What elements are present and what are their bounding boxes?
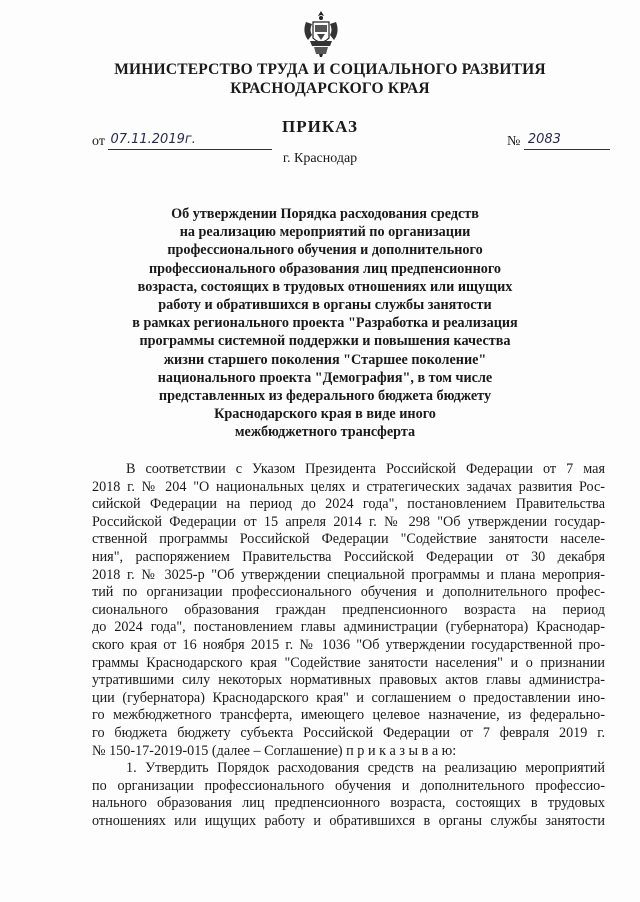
subject-line: национального проекта "Демография", в том числе bbox=[157, 369, 493, 386]
body-line: ственной программы Российской Федерации "Содействие занятости населе- bbox=[92, 531, 605, 548]
order-body bbox=[92, 461, 605, 830]
body-line: № 150-17-2019-015 (далее – Соглашение) п р и к а з ы в а ю: bbox=[92, 742, 457, 759]
body-line: тий по организации профессионального обучения и дополнительного профес- bbox=[92, 584, 605, 601]
subject-line: на реализацию мероприятий по организации bbox=[179, 224, 471, 241]
body-line: го бюджета бюджету субъекта Российской Федерации от 7 февраля 2019 г. bbox=[92, 724, 605, 741]
body-line: 2018 г. № 204 "О национальных целях и стратегических задачах развития Рос- bbox=[92, 478, 605, 495]
body-line: сийской Федерации на период до 2024 года", постановлением Правительства bbox=[92, 496, 605, 513]
body-line: сионального образования граждан предпенсионного возраста на период bbox=[92, 601, 605, 618]
body-line: до 2024 года", постановлением главы администрации (губернатора) Краснодар- bbox=[92, 619, 605, 636]
subject-line: жизни старшего поколения "Старшее поколение" bbox=[163, 351, 487, 368]
subject-line: Краснодарского края в виде иного bbox=[214, 406, 436, 423]
subject-line: профессионального обучения и дополнительного bbox=[167, 242, 483, 259]
subject-line: представленных из федерального бюджета бюджету bbox=[158, 388, 492, 405]
ministry-line-1: МИНИСТЕРСТВО ТРУДА И СОЦИАЛЬНОГО РАЗВИТИЯ bbox=[114, 61, 546, 78]
number-value: 2083 bbox=[524, 132, 610, 150]
subject-line: программы системной поддержки и повышения качества bbox=[139, 333, 511, 350]
subject-line: профессионального образования лиц предпенсионного bbox=[148, 260, 502, 277]
subject-line: в рамках регионального проекта "Разработка и реализация bbox=[132, 315, 518, 332]
subject-line: работу и обратившихся в органы службы занятости bbox=[158, 297, 492, 314]
city: г. Краснодар bbox=[282, 151, 358, 166]
number-field bbox=[507, 132, 610, 150]
body-line: 1. Утвердить Порядок расходования средств на реализацию мероприятий bbox=[126, 760, 605, 777]
body-line: граммы Краснодарского края "Содействие занятости населения" и о признании bbox=[92, 654, 605, 671]
coat-of-arms-icon bbox=[300, 8, 342, 58]
body-line: нального образования лиц предпенсионного возраста, состоящих в трудовых bbox=[92, 795, 605, 812]
body-line: отношениях или ищущих работу и обратившихся в органы службы занятости bbox=[92, 812, 605, 829]
body-line: ции (губернатора) Краснодарского края" и соглашением о предоставлении ино- bbox=[92, 689, 605, 706]
body-line: утратившими силу некоторых нормативных правовых актов главы администра- bbox=[92, 672, 605, 689]
body-line: Российской Федерации от 15 апреля 2014 г. № 298 "Об утверждении государ- bbox=[92, 513, 605, 530]
ministry-line-2: КРАСНОДАРСКОГО КРАЯ bbox=[230, 80, 430, 97]
body-line: 2018 г. № 3025-р "Об утверждении специальной программы и плана мероприя- bbox=[92, 566, 605, 583]
subject-line: возраста, состоящих в трудовых отношениях или ищущих bbox=[137, 278, 513, 295]
subject-line: межбюджетного трансферта bbox=[234, 424, 416, 441]
body-line: В соответствии с Указом Президента Российской Федерации от 7 мая bbox=[126, 461, 605, 477]
body-line: го межбюджетного трансферта, имеющего целевое назначение, из федерально- bbox=[92, 707, 605, 724]
ministry-name bbox=[60, 60, 600, 98]
body-line: ния", распоряжением Правительства Российской Федерации от 30 декабря bbox=[92, 548, 605, 565]
order-subject bbox=[110, 205, 540, 442]
date-value: 07.11.2019г. bbox=[108, 132, 272, 150]
date-prefix: от bbox=[92, 134, 105, 149]
document-type: ПРИКАЗ bbox=[282, 117, 358, 136]
number-prefix: № bbox=[507, 134, 521, 149]
body-line: по организации профессионального обучения и дополнительного профессио- bbox=[92, 777, 605, 794]
body-line: ского края от 16 ноября 2015 г. № 1036 "Об утверждении государственной про- bbox=[92, 636, 605, 653]
subject-line: Об утверждении Порядка расходования средств bbox=[171, 206, 479, 222]
date-field bbox=[92, 132, 272, 150]
